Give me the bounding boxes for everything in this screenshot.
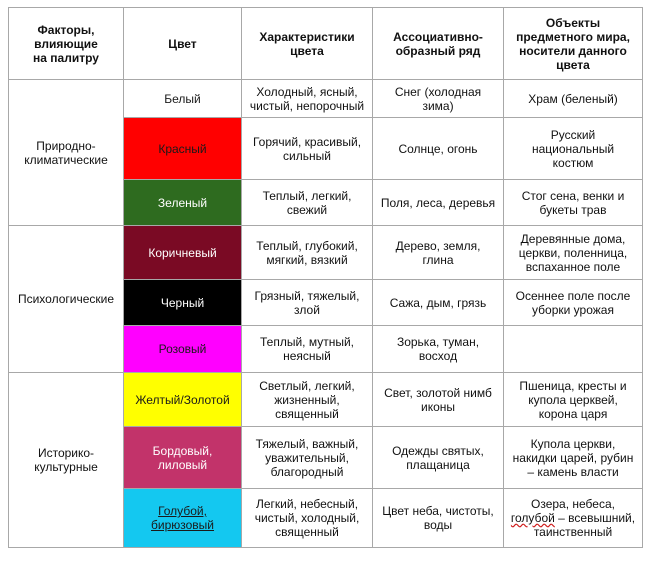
- table-header-row: [9, 8, 643, 80]
- characteristics-cell: Теплый, мутный, неясный: [242, 326, 373, 373]
- color-swatch-white: Белый: [124, 80, 242, 118]
- objects-line: – всевышний, таинственный: [533, 511, 636, 539]
- associative-cell: Зорька, туман, восход: [373, 326, 504, 373]
- objects-cell: Осеннее поле после уборки урожая: [504, 280, 643, 326]
- objects-cell: Русский национальный костюм: [504, 118, 643, 180]
- header-objects: Объекты предметного мира, носители данного цвета: [504, 8, 643, 80]
- color-swatch-blue: Голубой, бирюзовый: [124, 489, 242, 548]
- characteristics-cell: Тяжелый, важный, уважительный, благородный: [242, 427, 373, 489]
- table-row: [9, 80, 643, 118]
- group-psychological: Психологические: [9, 226, 124, 373]
- associative-cell: Поля, леса, деревья: [373, 180, 504, 226]
- associative-cell: Снег (холодная зима): [373, 80, 504, 118]
- objects-cell: Храм (беленый): [504, 80, 643, 118]
- header-factors: Факторы, влияющие на палитру: [9, 8, 124, 80]
- header-associative: Ассоциативно- образный ряд: [373, 8, 504, 80]
- objects-cell: Деревянные дома, церкви, поленница, вспаханное поле: [504, 226, 643, 280]
- table-row: [9, 373, 643, 427]
- characteristics-cell: Легкий, небесный, чистый, холодный, священный: [242, 489, 373, 548]
- color-swatch-pink: Розовый: [124, 326, 242, 373]
- group-historical-cultural: Историко- культурные: [9, 373, 124, 548]
- associative-cell: Сажа, дым, грязь: [373, 280, 504, 326]
- header-characteristics: Характеристики цвета: [242, 8, 373, 80]
- group-natural-climatic: Природно- климатические: [9, 80, 124, 226]
- associative-cell: Одежды святых, плащаница: [373, 427, 504, 489]
- objects-cell: [504, 326, 643, 373]
- color-palette-table: [8, 7, 643, 548]
- objects-cell: Пшеница, кресты и купола церквей, корона царя: [504, 373, 643, 427]
- characteristics-cell: Грязный, тяжелый, злой: [242, 280, 373, 326]
- color-swatch-brown: Коричневый: [124, 226, 242, 280]
- associative-cell: Цвет неба, чистоты, воды: [373, 489, 504, 548]
- characteristics-cell: Теплый, легкий, свежий: [242, 180, 373, 226]
- objects-line: Озера, небеса,: [531, 497, 615, 511]
- color-swatch-green: Зеленый: [124, 180, 242, 226]
- characteristics-cell: Холодный, ясный, чистый, непорочный: [242, 80, 373, 118]
- objects-cell: [504, 489, 643, 548]
- objects-cell: Купола церкви, накидки царей, рубин – камень власти: [504, 427, 643, 489]
- color-swatch-burgundy: Бордовый, лиловый: [124, 427, 242, 489]
- spellcheck-word: голубой: [510, 511, 555, 525]
- associative-cell: Солнце, огонь: [373, 118, 504, 180]
- associative-cell: Свет, золотой нимб иконы: [373, 373, 504, 427]
- color-swatch-red: Красный: [124, 118, 242, 180]
- objects-cell: Стог сена, венки и букеты трав: [504, 180, 643, 226]
- color-swatch-black: Черный: [124, 280, 242, 326]
- characteristics-cell: Теплый, глубокий, мягкий, вязкий: [242, 226, 373, 280]
- color-swatch-yellow: Желтый/Золотой: [124, 373, 242, 427]
- associative-cell: Дерево, земля, глина: [373, 226, 504, 280]
- table-row: [9, 226, 643, 280]
- characteristics-cell: Горячий, красивый, сильный: [242, 118, 373, 180]
- characteristics-cell: Светлый, легкий, жизненный, священный: [242, 373, 373, 427]
- header-color: Цвет: [124, 8, 242, 80]
